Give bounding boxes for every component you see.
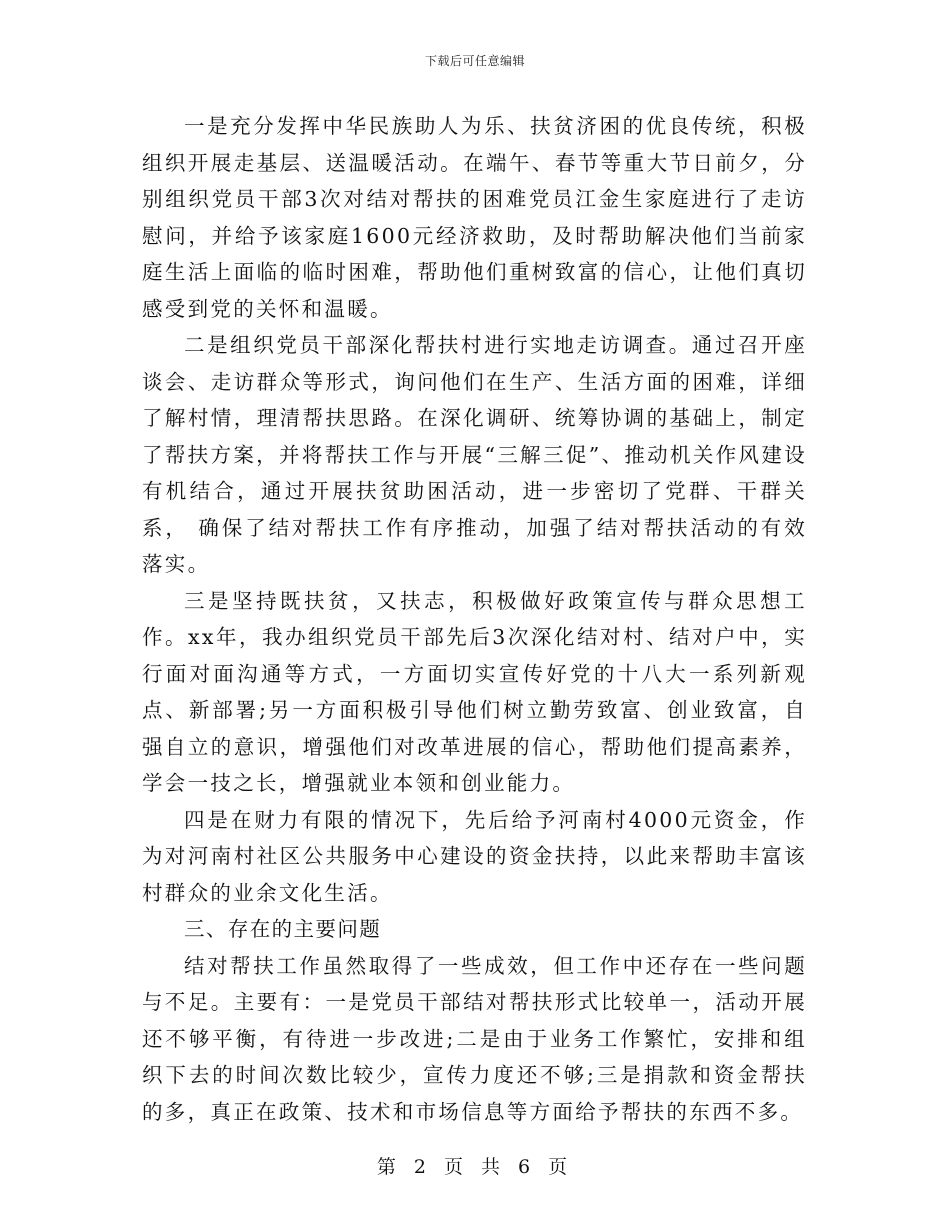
- paragraph-5: 结对帮扶工作虽然取得了一些成效，但工作中还存在一些问题与不足。主要有：一是党员干部结对帮扶形式比较单一，活动开展还不够平衡，有待进一步改进;二是由于业务工作繁忙，安排和组织下去的时间次数比较少，宣传力度还不够;三是捐款和资金帮扶的多，真正在政策、技术和市场信息等方面给予帮扶的东西不多。: [142, 953, 807, 1124]
- page-header: 下载后可任意编辑: [424, 54, 525, 68]
- paragraph-3: 三是坚持既扶贫，又扶志，积极做好政策宣传与群众思想工作。xx年，我办组织党员干部先后3次深化结对村、结对户中，实行面对面沟通等方式，一方面切实宣传好党的十八大一系列新观点、新部署;另一方面积极引导他们树立勤劳致富、创业致富，自强自立的意识，增强他们对改革进展的信心，帮助他们提高素养，学会一技之长，增强就业本领和创业能力。: [142, 588, 807, 795]
- paragraph-4: 四是在财力有限的情况下，先后给予河南村4000元资金，作为对河南村社区公共服务中心建设的资金扶持，以此来帮助丰富该村群众的业余文化生活。: [142, 807, 807, 905]
- section-heading: 三、存在的主要问题: [184, 917, 382, 941]
- document-body: [142, 108, 807, 1130]
- paragraph-1: 一是充分发挥中华民族助人为乐、扶贫济困的优良传统，积极组织开展走基层、送温暖活动。在端午、春节等重大节日前夕，分别组织党员干部3次对结对帮扶的困难党员江金生家庭进行了走访慰问，并给予该家庭1600元经济救助，及时帮助解决他们当前家庭生活上面临的临时困难，帮助他们重树致富的信心，让他们真切感受到党的关怀和温暖。: [142, 114, 807, 321]
- page-number: 第 2 页 共 6 页: [376, 1156, 574, 1178]
- paragraph-2: 二是组织党员干部深化帮扶村进行实地走访调查。通过召开座谈会、走访群众等形式，询问他们在生产、生活方面的困难，详细了解村情，理清帮扶思路。在深化调研、统筹协调的基础上，制定了帮扶方案，并将帮扶工作与开展“三解三促”、推动机关作风建设有机结合，通过开展扶贫助困活动，进一步密切了党群、干群关系， 确保了结对帮扶工作有序推动，加强了结对帮扶活动的有效落实。: [142, 333, 807, 576]
